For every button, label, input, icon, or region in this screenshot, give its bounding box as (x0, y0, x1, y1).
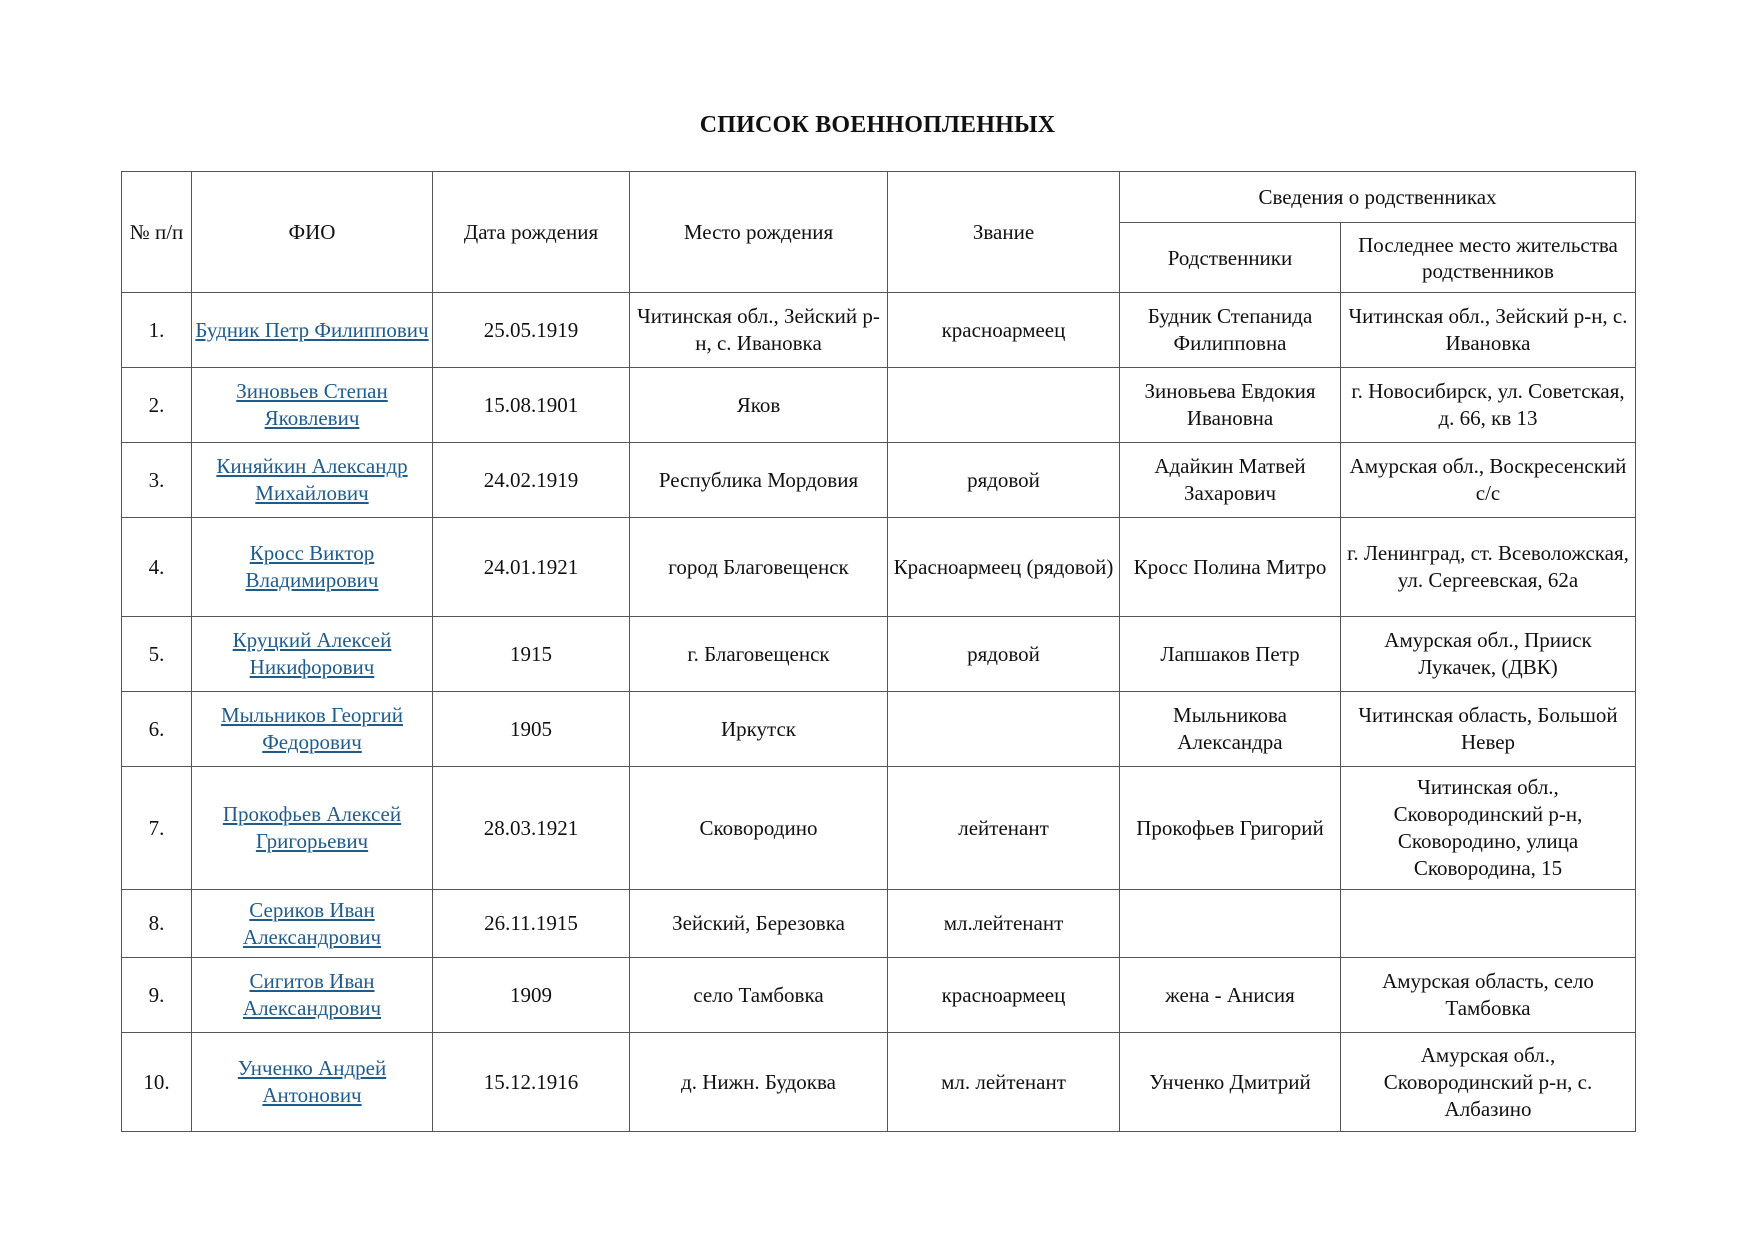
row-num-cell: 2. (122, 368, 192, 443)
row-num-cell: 4. (122, 518, 192, 617)
fio-cell (192, 767, 433, 890)
table-row (122, 368, 1636, 443)
table-body (122, 293, 1636, 1132)
fio-cell (192, 890, 433, 958)
prisoners-table (121, 171, 1636, 1132)
rank-cell: мл. лейтенант (888, 1033, 1120, 1132)
birth-place-cell: село Тамбовка (630, 958, 888, 1033)
birth-place-cell: Читинская обл., Зейский р-н, с. Ивановка (630, 293, 888, 368)
relatives-cell: Кросс Полина Митро (1120, 518, 1341, 617)
birth-place-cell: Яков (630, 368, 888, 443)
row-num-cell: 9. (122, 958, 192, 1033)
residence-cell: Читинская область, Большой Невер (1341, 692, 1636, 767)
birth-date-cell: 15.08.1901 (433, 368, 630, 443)
relatives-cell: Прокофьев Григорий (1120, 767, 1341, 890)
rank-cell: рядовой (888, 617, 1120, 692)
relatives-cell: Будник Степанида Филипповна (1120, 293, 1341, 368)
header-row-top (122, 172, 1636, 223)
header-birth-date: Дата рождения (433, 172, 630, 293)
birth-date-cell: 15.12.1916 (433, 1033, 630, 1132)
prisoner-name-link[interactable]: Киняйкин Александр Михайлович (216, 454, 408, 505)
birth-place-cell: д. Нижн. Будоква (630, 1033, 888, 1132)
prisoner-name-link[interactable]: Зиновьев Степан Яковлевич (236, 379, 388, 430)
prisoner-name-link[interactable]: Сериков Иван Александрович (242, 897, 382, 949)
table-row (122, 617, 1636, 692)
fio-cell (192, 1033, 433, 1132)
header-last-residence: Последнее место жительства родственников (1341, 223, 1636, 293)
residence-cell: Амурская область, село Тамбовка (1341, 958, 1636, 1033)
rank-cell: красноармеец (888, 293, 1120, 368)
residence-cell: Читинская обл., Зейский р-н, с. Ивановка (1341, 293, 1636, 368)
rank-cell: лейтенант (888, 767, 1120, 890)
relatives-cell: Зиновьева Евдокия Ивановна (1120, 368, 1341, 443)
rank-cell (888, 692, 1120, 767)
table-row (122, 1033, 1636, 1132)
birth-date-cell: 24.02.1919 (433, 443, 630, 518)
relatives-cell: Мыльникова Александра (1120, 692, 1341, 767)
prisoner-name-link[interactable]: Мыльников Георгий Федорович (220, 703, 404, 754)
row-num-cell: 8. (122, 890, 192, 958)
residence-cell: Читинская обл., Сковородинский р-н, Сковородино, улица Сковородина, 15 (1341, 767, 1636, 890)
birth-date-cell: 28.03.1921 (433, 767, 630, 890)
prisoner-name-link[interactable]: Кросс Виктор Владимирович (245, 541, 379, 592)
residence-cell: Амурская обл., Прииск Лукачек, (ДВК) (1341, 617, 1636, 692)
prisoner-name-link[interactable]: Унченко Андрей Антонович (237, 1056, 387, 1107)
fio-cell (192, 293, 433, 368)
residence-cell: Амурская обл., Воскресенский с/с (1341, 443, 1636, 518)
birth-date-cell: 24.01.1921 (433, 518, 630, 617)
birth-date-cell: 25.05.1919 (433, 293, 630, 368)
relatives-cell (1120, 890, 1341, 958)
rank-cell: мл.лейтенант (888, 890, 1120, 958)
fio-cell (192, 443, 433, 518)
relatives-cell: Адайкин Матвей Захарович (1120, 443, 1341, 518)
birth-place-cell: Иркутск (630, 692, 888, 767)
birth-place-cell: Республика Мордовия (630, 443, 888, 518)
rank-cell: рядовой (888, 443, 1120, 518)
prisoner-name-link[interactable]: Прокофьев Алексей Григорьевич (222, 802, 402, 853)
fio-cell (192, 368, 433, 443)
header-num: № п/п (122, 172, 192, 293)
table-row (122, 692, 1636, 767)
birth-place-cell: город Благовещенск (630, 518, 888, 617)
prisoner-name-link[interactable]: Будник Петр Филиппович (195, 317, 429, 342)
residence-cell: Амурская обл., Сковородинский р-н, с. Албазино (1341, 1033, 1636, 1132)
header-birth-place: Место рождения (630, 172, 888, 293)
header-fio: ФИО (192, 172, 433, 293)
relatives-cell: Лапшаков Петр (1120, 617, 1341, 692)
relatives-cell: Унченко Дмитрий (1120, 1033, 1341, 1132)
residence-cell (1341, 890, 1636, 958)
table-row (122, 293, 1636, 368)
row-num-cell: 7. (122, 767, 192, 890)
rank-cell (888, 368, 1120, 443)
prisoner-name-link[interactable]: Круцкий Алексей Никифорович (232, 628, 392, 679)
fio-cell (192, 692, 433, 767)
document-title: СПИСОК ВОЕННОПЛЕННЫХ (699, 112, 1056, 138)
table-row (122, 518, 1636, 617)
header-relatives: Родственники (1120, 223, 1341, 293)
rank-cell: Красноармеец (рядовой) (888, 518, 1120, 617)
prisoner-name-link[interactable]: Сигитов Иван Александрович (242, 969, 382, 1020)
table-row (122, 443, 1636, 518)
fio-cell (192, 617, 433, 692)
row-num-cell: 5. (122, 617, 192, 692)
birth-place-cell: Зейский, Березовка (630, 890, 888, 958)
fio-cell (192, 958, 433, 1033)
birth-date-cell: 1905 (433, 692, 630, 767)
table-row (122, 958, 1636, 1033)
row-num-cell: 3. (122, 443, 192, 518)
birth-date-cell: 1909 (433, 958, 630, 1033)
rank-cell: красноармеец (888, 958, 1120, 1033)
fio-cell (192, 518, 433, 617)
birth-date-cell: 26.11.1915 (433, 890, 630, 958)
residence-cell: г. Новосибирск, ул. Советская, д. 66, кв 13 (1341, 368, 1636, 443)
birth-place-cell: г. Благовещенск (630, 617, 888, 692)
table-row (122, 767, 1636, 890)
header-relatives-info: Сведения о родственниках (1120, 172, 1636, 223)
relatives-cell: жена - Анисия (1120, 958, 1341, 1033)
residence-cell: г. Ленинград, ст. Всеволожская, ул. Сергеевская, 62а (1341, 518, 1636, 617)
row-num-cell: 1. (122, 293, 192, 368)
row-num-cell: 6. (122, 692, 192, 767)
table-row (122, 890, 1636, 958)
birth-place-cell: Сковородино (630, 767, 888, 890)
birth-date-cell: 1915 (433, 617, 630, 692)
header-rank: Звание (888, 172, 1120, 293)
row-num-cell: 10. (122, 1033, 192, 1132)
